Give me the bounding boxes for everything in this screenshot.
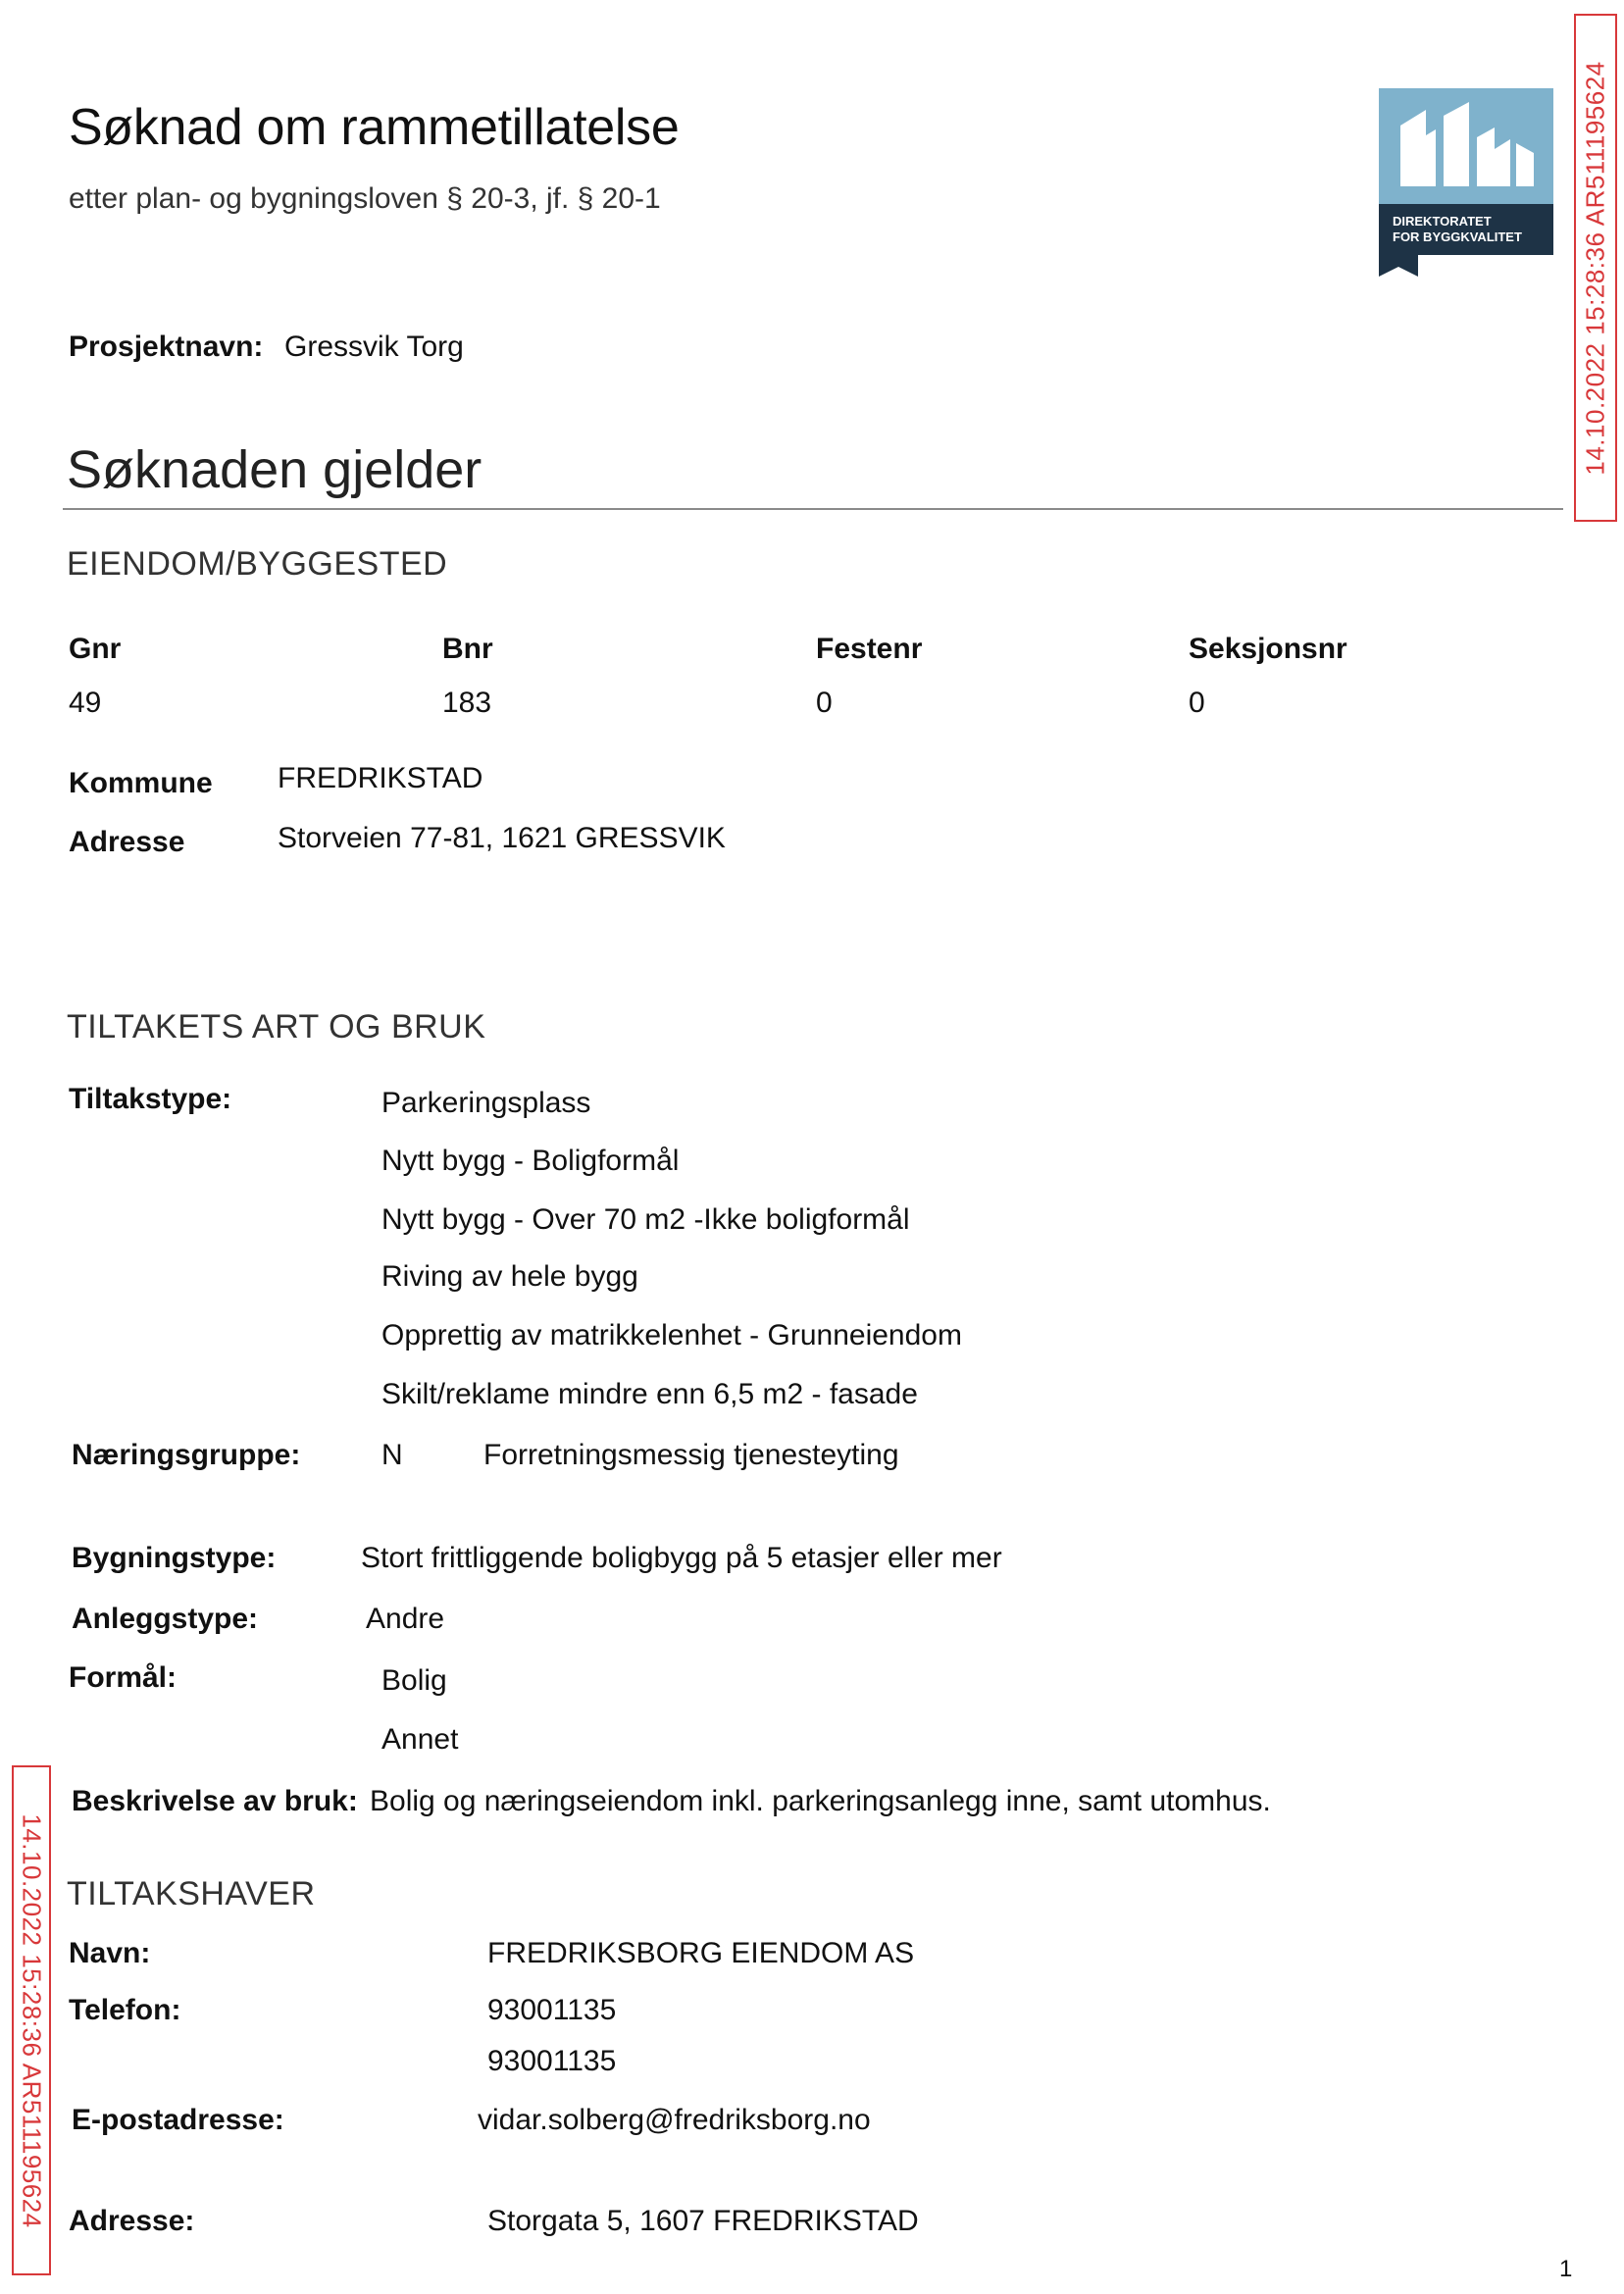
receipt-stamp-side — [12, 1765, 51, 2275]
dibk-logo-icon — [1379, 88, 1553, 277]
facility-type-value: Andre — [366, 1603, 445, 1635]
building-type-value: Stort frittliggende boligbygg på 5 etasjer eller mer — [361, 1542, 1002, 1574]
industry-label: Næringsgruppe: — [72, 1439, 301, 1471]
document-title: Søknad om rammetillatelse — [69, 99, 680, 156]
applicant-email-value: vidar.solberg@fredriksborg.no — [478, 2104, 871, 2136]
applicant-email-label: E-postadresse: — [72, 2104, 284, 2136]
gnr-value: 49 — [69, 687, 102, 719]
gnr-label: Gnr — [69, 633, 122, 665]
project-label: Prosjektnavn: — [69, 331, 264, 363]
measure-type-item: Nytt bygg - Over 70 m2 -Ikke boligformål — [381, 1203, 910, 1236]
industry-name: Forretningsmessig tjenesteyting — [483, 1439, 899, 1471]
address-value: Storveien 77-81, 1621 GRESSVIK — [278, 822, 726, 854]
facility-type-label: Anleggstype: — [72, 1603, 259, 1635]
measure-type-item: Nytt bygg - Boligformål — [381, 1145, 680, 1177]
festenr-label: Festenr — [816, 633, 923, 665]
applicant-address-value: Storgata 5, 1607 FREDRIKSTAD — [487, 2205, 919, 2237]
measure-type-item: Skilt/reklame mindre enn 6,5 m2 - fasade — [381, 1378, 918, 1410]
usage-value: Bolig og næringseiendom inkl. parkeringsanlegg inne, samt utomhus. — [370, 1785, 1271, 1817]
municipality-value: FREDRIKSTAD — [278, 762, 483, 794]
applicant-phone-value: 93001135 — [487, 1994, 617, 2026]
document-subtitle: etter plan- og bygningsloven § 20-3, jf. § 20-1 — [69, 182, 661, 215]
applicant-heading: TILTAKSHAVER — [67, 1875, 316, 1912]
applicant-address-label: Adresse: — [69, 2205, 195, 2237]
festenr-value: 0 — [816, 687, 833, 719]
bnr-label: Bnr — [442, 633, 493, 665]
applicant-name-value: FREDRIKSBORG EIENDOM AS — [487, 1937, 915, 1969]
logo-line1: DIREKTORATET — [1393, 214, 1492, 229]
applicant-phone-value: 93001135 — [487, 2045, 617, 2077]
purpose-item: Bolig — [381, 1664, 447, 1697]
measure-type-label: Tiltakstype: — [69, 1083, 232, 1115]
measure-type-item: Parkeringsplass — [381, 1087, 591, 1119]
property-heading: EIENDOM/BYGGESTED — [67, 545, 448, 583]
page-number: 1 — [1559, 2256, 1573, 2282]
stamp-text: 14.10.2022 15:28:36 AR511195624 — [1580, 60, 1610, 476]
applicant-phone-label: Telefon: — [69, 1994, 181, 2026]
industry-code: N — [381, 1439, 403, 1471]
project-name: Gressvik Torg — [284, 331, 464, 363]
building-type-label: Bygningstype: — [72, 1542, 277, 1574]
purpose-item: Annet — [381, 1723, 459, 1756]
usage-label: Beskrivelse av bruk: — [72, 1785, 358, 1817]
logo-line2: FOR BYGGKVALITET — [1393, 229, 1522, 244]
measure-type-item: Riving av hele bygg — [381, 1260, 638, 1293]
applicant-name-label: Navn: — [69, 1937, 151, 1969]
section-divider — [63, 508, 1563, 510]
dibk-logo — [1379, 88, 1553, 277]
measure-type-item: Opprettig av matrikkelenhet - Grunneiendom — [381, 1319, 962, 1351]
section-heading: Søknaden gjelder — [67, 440, 482, 499]
seksjonsnr-label: Seksjonsnr — [1189, 633, 1347, 665]
seksjonsnr-value: 0 — [1189, 687, 1205, 719]
purpose-label: Formål: — [69, 1661, 178, 1694]
municipality-label: Kommune — [69, 767, 213, 799]
address-label: Adresse — [69, 826, 185, 858]
receipt-stamp-top — [1574, 14, 1617, 522]
measure-heading: TILTAKETS ART OG BRUK — [67, 1008, 486, 1045]
bnr-value: 183 — [442, 687, 492, 719]
stamp-text: 14.10.2022 15:28:36 AR511195624 — [17, 1812, 47, 2228]
